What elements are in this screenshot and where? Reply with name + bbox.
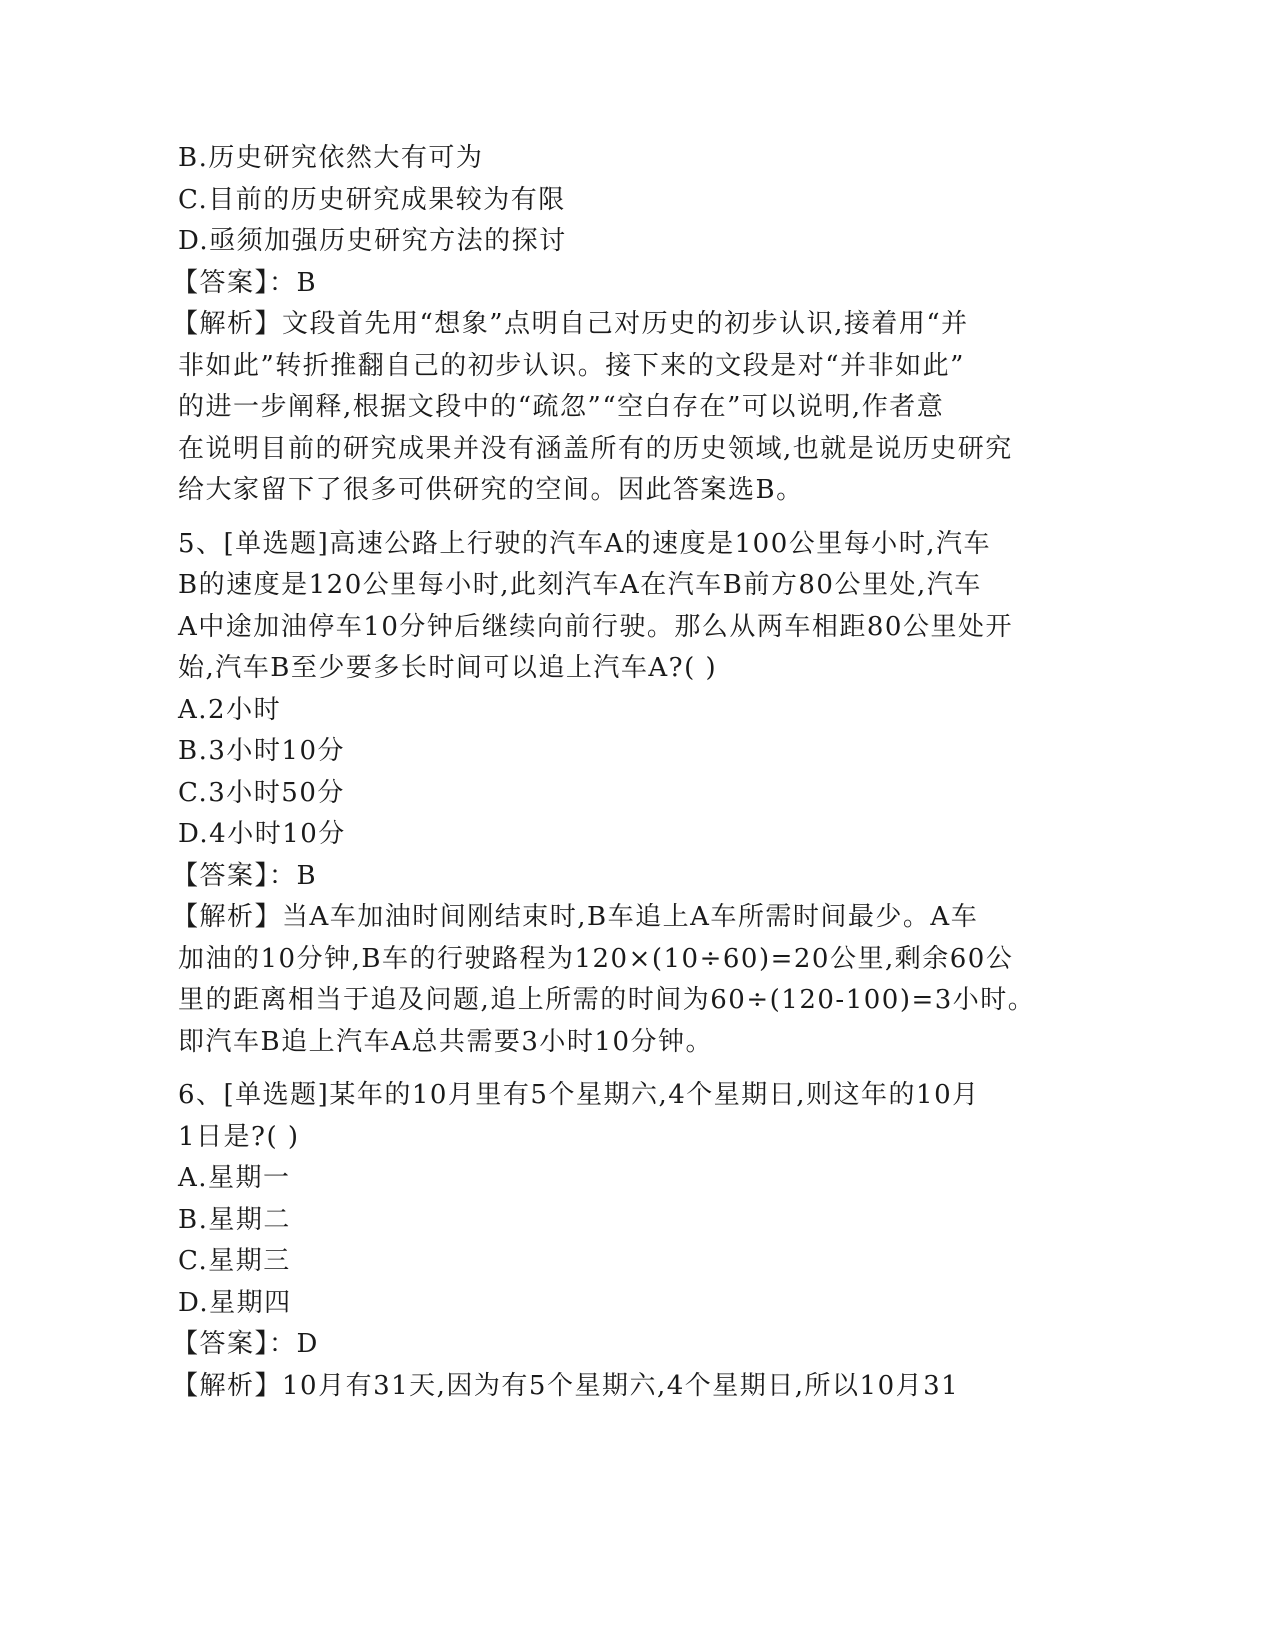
option-c: C.星期三 — [178, 1246, 291, 1276]
option-b: B.星期二 — [178, 1204, 291, 1235]
analysis-line: 【解析】10月有31天,因为有5个星期六,4个星期日,所以10月31 — [172, 1370, 960, 1401]
option-a: A.2小时 — [178, 694, 282, 725]
analysis-line: 的进一步阐释,根据文段中的“疏忽”“空白存在”可以说明,作者意 — [178, 392, 945, 422]
analysis-line: 加油的10分钟,B车的行驶路程为120×(10÷60)=20公里,剩余60公 — [178, 943, 1014, 974]
question-stem-line: B的速度是120公里每小时,此刻汽车A在汽车B前方80公里处,汽车 — [178, 570, 982, 600]
answer: 【答案】：B — [172, 860, 318, 891]
analysis-line: 【解析】当A车加油时间刚结束时,B车追上A车所需时间最少。A车 — [172, 902, 979, 932]
option-c: C.3小时50分 — [178, 777, 345, 808]
question-4-tail — [172, 138, 1058, 512]
option-b: B.历史研究依然大有可为 — [178, 143, 484, 173]
option-c: C.目前的历史研究成果较为有限 — [178, 184, 566, 215]
answer: 【答案】：B — [172, 267, 318, 298]
option-d: D.4小时10分 — [178, 819, 346, 849]
analysis-line: 里的距离相当于追及问题,追上所需的时间为60÷(120-100)=3小时。 — [178, 985, 1036, 1015]
question-6 — [172, 1075, 1058, 1407]
question-stem-line: 1日是?( ) — [178, 1121, 300, 1152]
document-page — [172, 138, 1058, 1407]
analysis-line: 非如此”转折推翻自己的初步认识。接下来的文段是对“并非如此” — [178, 350, 965, 381]
question-stem-line: 5、[单选题]高速公路上行驶的汽车A的速度是100公里每小时,汽车 — [178, 528, 991, 559]
option-b: B.3小时10分 — [178, 736, 345, 766]
analysis-line: 即汽车B追上汽车A总共需要3小时10分钟。 — [178, 1026, 714, 1057]
option-d: D.星期四 — [178, 1287, 292, 1318]
question-stem-line: 6、[单选题]某年的10月里有5个星期六,4个星期日,则这年的10月 — [178, 1080, 980, 1110]
option-a: A.星期一 — [178, 1163, 291, 1193]
question-stem-line: 始,汽车B至少要多长时间可以追上汽车A?( ) — [178, 653, 718, 683]
analysis-line: 给大家留下了很多可供研究的空间。因此答案选B。 — [178, 475, 804, 505]
answer: 【答案】：D — [172, 1329, 319, 1359]
question-stem-line: A中途加油停车10分钟后继续向前行驶。那么从两车相距80公里处开 — [178, 611, 1013, 642]
analysis-line: 【解析】文段首先用“想象”点明自己对历史的初步认识,接着用“并 — [172, 309, 969, 339]
option-d: D.亟须加强历史研究方法的探讨 — [178, 226, 567, 256]
question-5 — [172, 524, 1058, 1064]
analysis-line: 在说明目前的研究成果并没有涵盖所有的历史领域,也就是说历史研究 — [178, 433, 1013, 464]
